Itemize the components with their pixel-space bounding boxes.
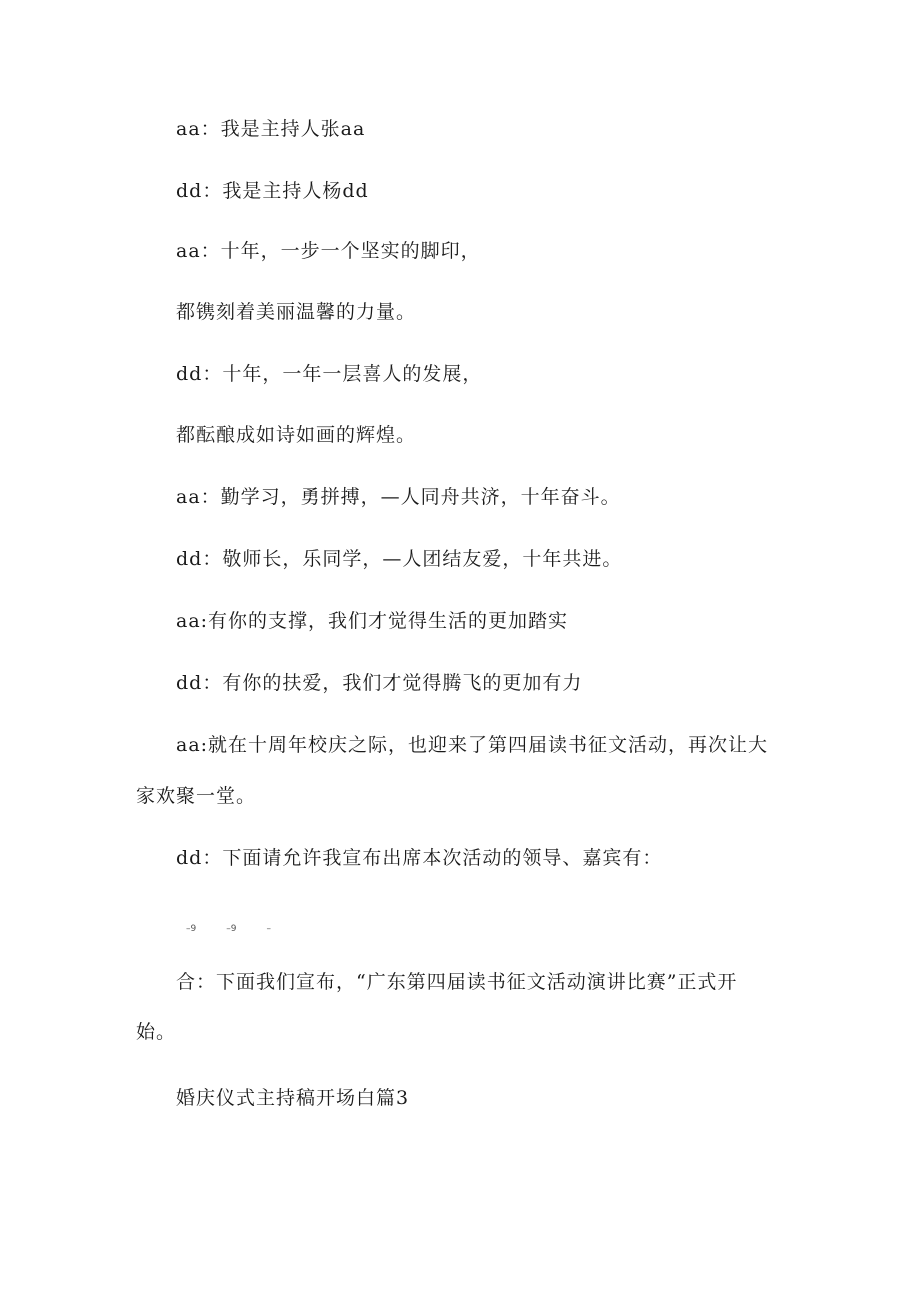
script-line-13-continued: 始。 xyxy=(136,1021,177,1043)
section-heading: 婚庆仪式主持稿开场白篇3 xyxy=(176,1087,410,1109)
script-line-8: dd：敬师长，乐同学，—人团结友爱，十年共进。 xyxy=(176,548,623,570)
script-line-6: 都酝酿成如诗如画的辉煌。 xyxy=(176,424,417,446)
script-line-11: aa:就在十周年校庆之际，也迎来了第四届读书征文活动，再次让大 xyxy=(176,734,769,756)
script-line-4: 都镌刻着美丽温馨的力量。 xyxy=(176,301,417,323)
script-line-5: dd：十年，一年一层喜人的发展， xyxy=(176,363,483,385)
script-line-1: aa：我是主持人张aa xyxy=(176,118,366,140)
script-line-10: dd：有你的扶爱，我们才觉得腾飞的更加有力 xyxy=(176,672,583,694)
faint-marks xyxy=(186,922,301,936)
script-line-2: dd：我是主持人杨dd xyxy=(176,180,369,202)
script-line-12: dd：下面请允许我宣布出席本次活动的领导、嘉宾有： xyxy=(176,847,663,869)
script-line-7: aa：勤学习，勇拼搏，—人同舟共济，十年奋斗。 xyxy=(176,486,621,508)
mark-1: –9 xyxy=(186,924,197,934)
script-line-13: 合：下面我们宣布，“广东第四届读书征文活动演讲比赛”正式开 xyxy=(176,971,738,993)
mark-2: –9 xyxy=(226,924,237,934)
mark-3: – xyxy=(266,924,271,934)
script-line-3: aa：十年，一步一个坚实的脚印， xyxy=(176,240,481,262)
script-line-11-continued: 家欢聚一堂。 xyxy=(136,785,257,807)
script-line-9: aa:有你的支撑，我们才觉得生活的更加踏实 xyxy=(176,610,569,632)
